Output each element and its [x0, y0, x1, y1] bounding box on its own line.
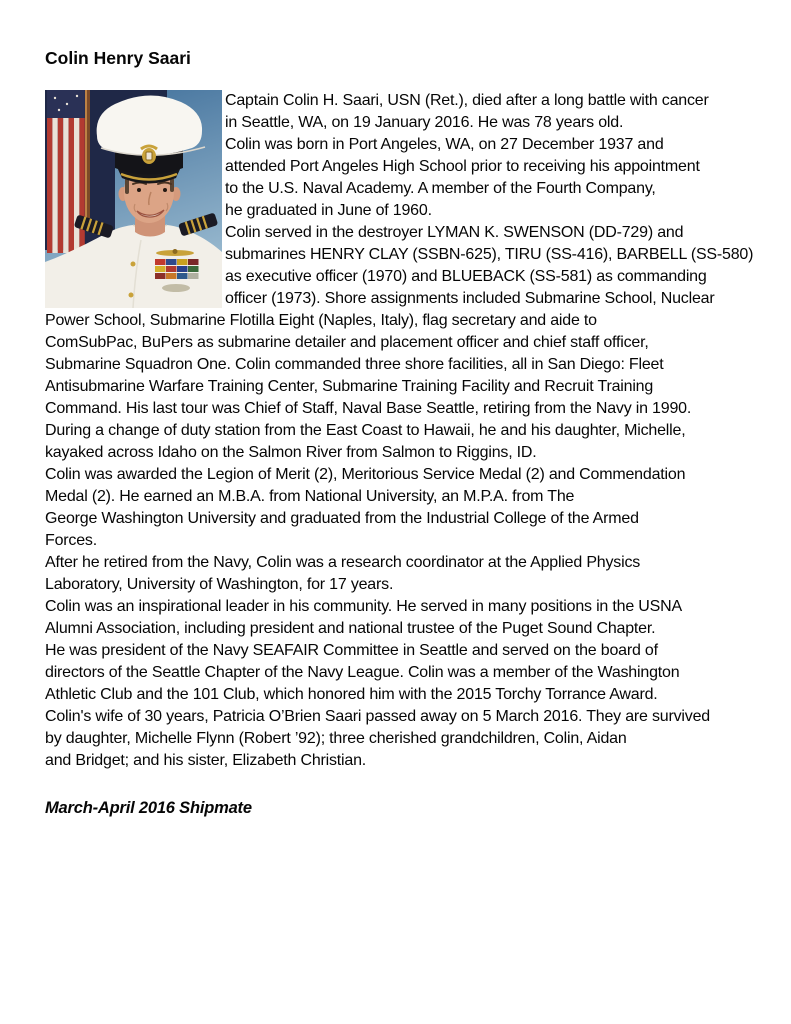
text-line: Laboratory, University of Washington, for 17 years.	[45, 576, 394, 593]
text-line: as executive officer (1970) and BLUEBACK (SS-581) as commanding	[225, 268, 707, 285]
page-title: Colin Henry Saari	[45, 48, 191, 68]
text-line: directors of the Seattle Chapter of the Navy League. Colin was a member of the Washington	[45, 664, 680, 681]
text-line: He was president of the Navy SEAFAIR Committee in Seattle and served on the board of	[45, 642, 658, 659]
text-line: Command. His last tour was Chief of Staff, Naval Base Seattle, retiring from the Navy in 1990.	[45, 400, 692, 417]
text-line: Colin was born in Port Angeles, WA, on 27 December 1937 and	[225, 136, 664, 153]
text-line: officer (1973). Shore assignments included Submarine School, Nuclear	[225, 290, 715, 307]
text-line: and Bridget; and his sister, Elizabeth Christian.	[45, 752, 367, 769]
text-line: Alumni Association, including president and national trustee of the Puget Sound Chapter.	[45, 620, 656, 637]
uniform-button	[131, 262, 136, 267]
american-flag	[47, 90, 85, 253]
obituary-article	[45, 90, 754, 772]
text-line: Athletic Club and the 101 Club, which honored him with the 2015 Torchy Torrance Award.	[45, 686, 658, 703]
text-line: George Washington University and graduated from the Industrial College of the Armed	[45, 510, 639, 527]
text-line: After he retired from the Navy, Colin was a research coordinator at the Applied Physics	[45, 554, 641, 571]
text-line: Colin's wife of 30 years, Patricia O’Brien Saari passed away on 5 March 2016. They are survived	[45, 708, 710, 725]
text-line: Submarine Squadron One. Colin commanded three shore facilities, all in San Diego: Fleet	[45, 356, 664, 373]
text-line: to the U.S. Naval Academy. A member of the Fourth Company,	[225, 180, 656, 197]
patrol-badge	[162, 284, 190, 292]
full-width-text	[45, 310, 747, 772]
text-line: by daughter, Michelle Flynn (Robert ’92); three cherished grandchildren, Colin, Aidan	[45, 730, 627, 747]
text-line: During a change of duty station from the East Coast to Hawaii, he and his daughter, Michelle,	[45, 422, 686, 439]
text-line: submarines HENRY CLAY (SSBN-625), TIRU (SS-416), BARBELL (SS-580)	[225, 246, 754, 263]
text-line: Colin was awarded the Legion of Merit (2), Meritorious Service Medal (2) and Commendation	[45, 466, 686, 483]
text-line: Colin served in the destroyer LYMAN K. SWENSON (DD-729) and	[225, 224, 684, 241]
text-line: Colin was an inspirational leader in his community. He served in many positions in the USNA	[45, 598, 682, 615]
photo-and-text-row	[45, 90, 754, 310]
text-line: ComSubPac, BuPers as submarine detailer and placement officer and chief staff officer,	[45, 334, 649, 351]
portrait-illustration	[45, 90, 222, 308]
text-line: Forces.	[45, 532, 97, 549]
flag-pole	[85, 90, 90, 225]
uniform-button	[129, 293, 134, 298]
text-beside-photo	[225, 90, 754, 310]
text-line: Captain Colin H. Saari, USN (Ret.), died after a long battle with cancer	[225, 92, 709, 109]
text-line: in Seattle, WA, on 19 January 2016. He was 78 years old.	[225, 114, 624, 131]
text-line: kayaked across Idaho on the Salmon River from Salmon to Riggins, ID.	[45, 444, 537, 461]
portrait-photo	[45, 90, 222, 308]
text-line: he graduated in June of 1960.	[225, 202, 432, 219]
text-line: Power School, Submarine Flotilla Eight (Naples, Italy), flag secretary and aide to	[45, 312, 597, 329]
text-line: Medal (2). He earned an M.B.A. from National University, an M.P.A. from The	[45, 488, 575, 505]
text-line: Antisubmarine Warfare Training Center, Submarine Training Facility and Recruit Training	[45, 378, 654, 395]
text-line: attended Port Angeles High School prior to receiving his appointment	[225, 158, 700, 175]
source-citation: March-April 2016 Shipmate	[45, 799, 252, 817]
